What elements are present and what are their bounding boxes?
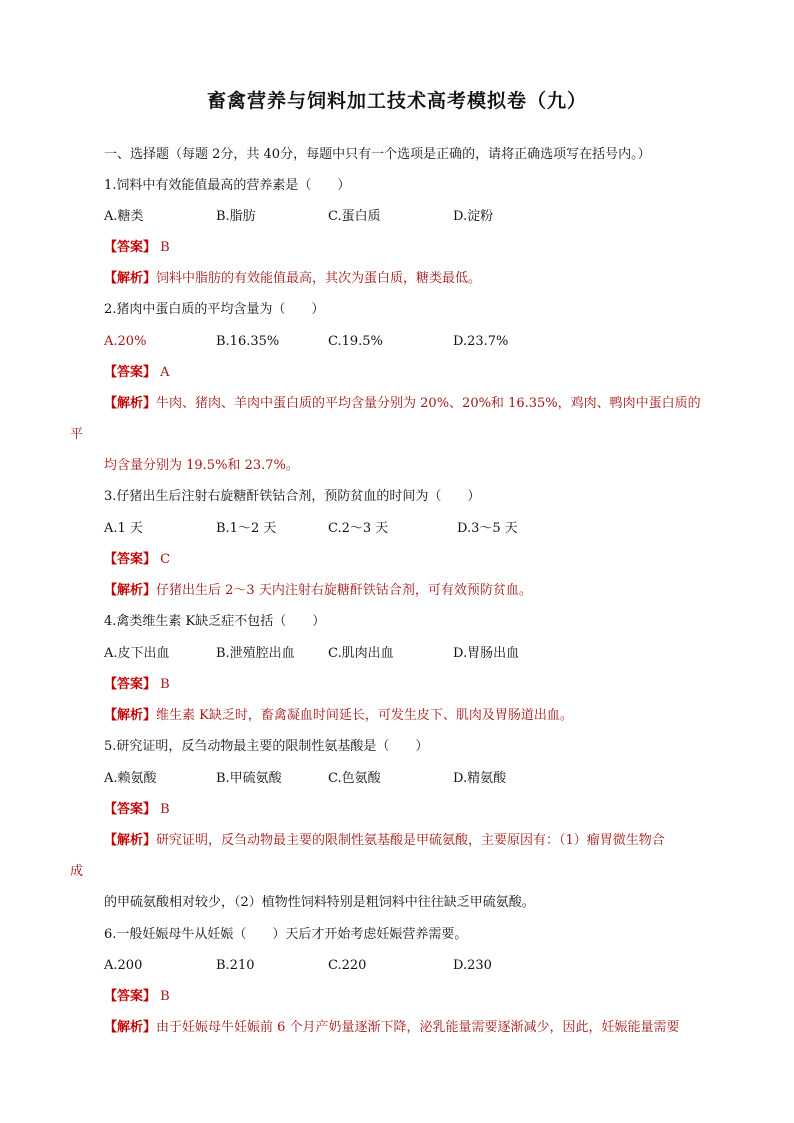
question-4-stem: 4.禽类维生素 K缺乏症不包括（ ） [104, 614, 326, 629]
question-5-analysis-cont: 的甲硫氨酸相对较少，（2）植物性饲料特别是粗饲料中往往缺乏甲硫氨酸。 [104, 895, 535, 910]
page-title: 畜禽营养与饲料加工技术高考模拟卷（九） [206, 90, 587, 112]
answer-value: A [160, 365, 170, 380]
question-6-option-c: C.220 [328, 958, 367, 973]
analysis-tag: 【解析】 [104, 708, 157, 723]
question-5-analysis-wrap: 成 [70, 864, 84, 879]
question-5-option-d: D.精氨酸 [453, 771, 507, 786]
question-3-analysis [104, 582, 532, 600]
question-5-option-b: B.甲硫氨酸 [216, 771, 282, 786]
answer-tag: 【答案】 [104, 677, 157, 692]
question-1-option-b: B.脂肪 [216, 209, 256, 224]
question-4-analysis [104, 707, 573, 725]
question-3-stem: 3.仔猪出生后注射右旋糖酐铁钴合剂，预防贫血的时间为（ ） [104, 489, 481, 504]
question-2-option-a: A.20% [104, 334, 147, 349]
answer-value: B [160, 802, 170, 817]
answer-tag: 【答案】 [104, 240, 157, 255]
question-2-option-d: D.23.7% [453, 334, 509, 349]
answer-value: B [160, 677, 170, 692]
answer-tag: 【答案】 [104, 552, 157, 567]
question-4-option-d: D.胃肠出血 [453, 646, 520, 661]
analysis-text: 研究证明，反刍动物最主要的限制性氨基酸是甲硫氨酸，主要原因有：（1）瘤胃微生物合 [156, 833, 665, 848]
question-5-option-a: A.赖氨酸 [104, 771, 157, 786]
question-5-stem: 5.研究证明，反刍动物最主要的限制性氨基酸是（ ） [104, 739, 429, 754]
question-1-stem: 1.饲料中有效能值最高的营养素是（ ） [104, 178, 351, 193]
answer-tag: 【答案】 [104, 989, 157, 1004]
question-6-analysis [104, 1019, 680, 1037]
analysis-tag: 【解析】 [104, 583, 157, 598]
question-2-analysis-wrap: 平 [70, 427, 84, 442]
question-3-option-c: C.2～3 天 [328, 521, 389, 536]
question-3-answer [104, 551, 170, 569]
answer-tag: 【答案】 [104, 802, 157, 817]
question-6-answer [104, 988, 170, 1006]
question-1-answer [104, 239, 170, 257]
answer-value: B [160, 240, 170, 255]
analysis-tag: 【解析】 [104, 1020, 157, 1035]
analysis-tag: 【解析】 [104, 396, 157, 411]
question-4-option-a: A.皮下出血 [104, 646, 170, 661]
question-3-option-a: A.1 天 [104, 521, 143, 536]
question-2-analysis [104, 395, 701, 413]
question-2-answer [104, 364, 170, 382]
question-5-analysis [104, 832, 665, 850]
question-3-option-d: D.3～5 天 [457, 521, 518, 536]
question-1-option-d: D.淀粉 [453, 209, 494, 224]
question-1-analysis [104, 270, 481, 288]
question-4-option-b: B.泄殖腔出血 [216, 646, 295, 661]
question-1-option-c: C.蛋白质 [328, 209, 381, 224]
question-5-option-c: C.色氨酸 [328, 771, 381, 786]
analysis-tag: 【解析】 [104, 833, 157, 848]
question-6-stem: 6.一般妊娠母牛从妊娠（ ）天后才开始考虑妊娠营养需要。 [104, 927, 468, 942]
answer-tag: 【答案】 [104, 365, 157, 380]
analysis-text: 仔猪出生后 2～3 天内注射右旋糖酐铁钴合剂，可有效预防贫血。 [156, 583, 532, 598]
question-4-answer [104, 676, 170, 694]
question-2-option-b: B.16.35% [216, 334, 280, 349]
answer-value: B [160, 989, 170, 1004]
analysis-text: 牛肉、猪肉、羊肉中蛋白质的平均含量分别为 20%、20%和 16.35%，鸡肉、鸭肉中蛋白质的 [156, 396, 701, 411]
question-5-answer [104, 801, 170, 819]
question-2-option-c: C.19.5% [328, 334, 383, 349]
question-2-analysis-cont: 均含量分别为 19.5%和 23.7%。 [104, 458, 299, 473]
question-6-option-d: D.230 [453, 958, 492, 973]
analysis-text: 饲料中脂肪的有效能值最高，其次为蛋白质，糖类最低。 [156, 271, 482, 286]
question-1-option-a: A.糖类 [104, 209, 144, 224]
analysis-tag: 【解析】 [104, 271, 157, 286]
question-4-option-c: C.肌肉出血 [328, 646, 394, 661]
section-heading: 一、选择题（每题 2分，共 40分，每题中只有一个选项是正确的，请将正确选项写在括号内。） [104, 147, 651, 162]
question-6-option-a: A.200 [104, 958, 143, 973]
answer-value: C [160, 552, 171, 567]
question-3-option-b: B.1～2 天 [216, 521, 277, 536]
question-6-option-b: B.210 [216, 958, 255, 973]
question-2-stem: 2.猪肉中蛋白质的平均含量为（ ） [104, 302, 325, 317]
analysis-text: 维生素 K缺乏时，畜禽凝血时间延长，可发生皮下、肌肉及胃肠道出血。 [156, 708, 573, 723]
analysis-text: 由于妊娠母牛妊娠前 6 个月产奶量逐渐下降，泌乳能量需要逐渐减少，因此，妊娠能量需要 [156, 1020, 680, 1035]
